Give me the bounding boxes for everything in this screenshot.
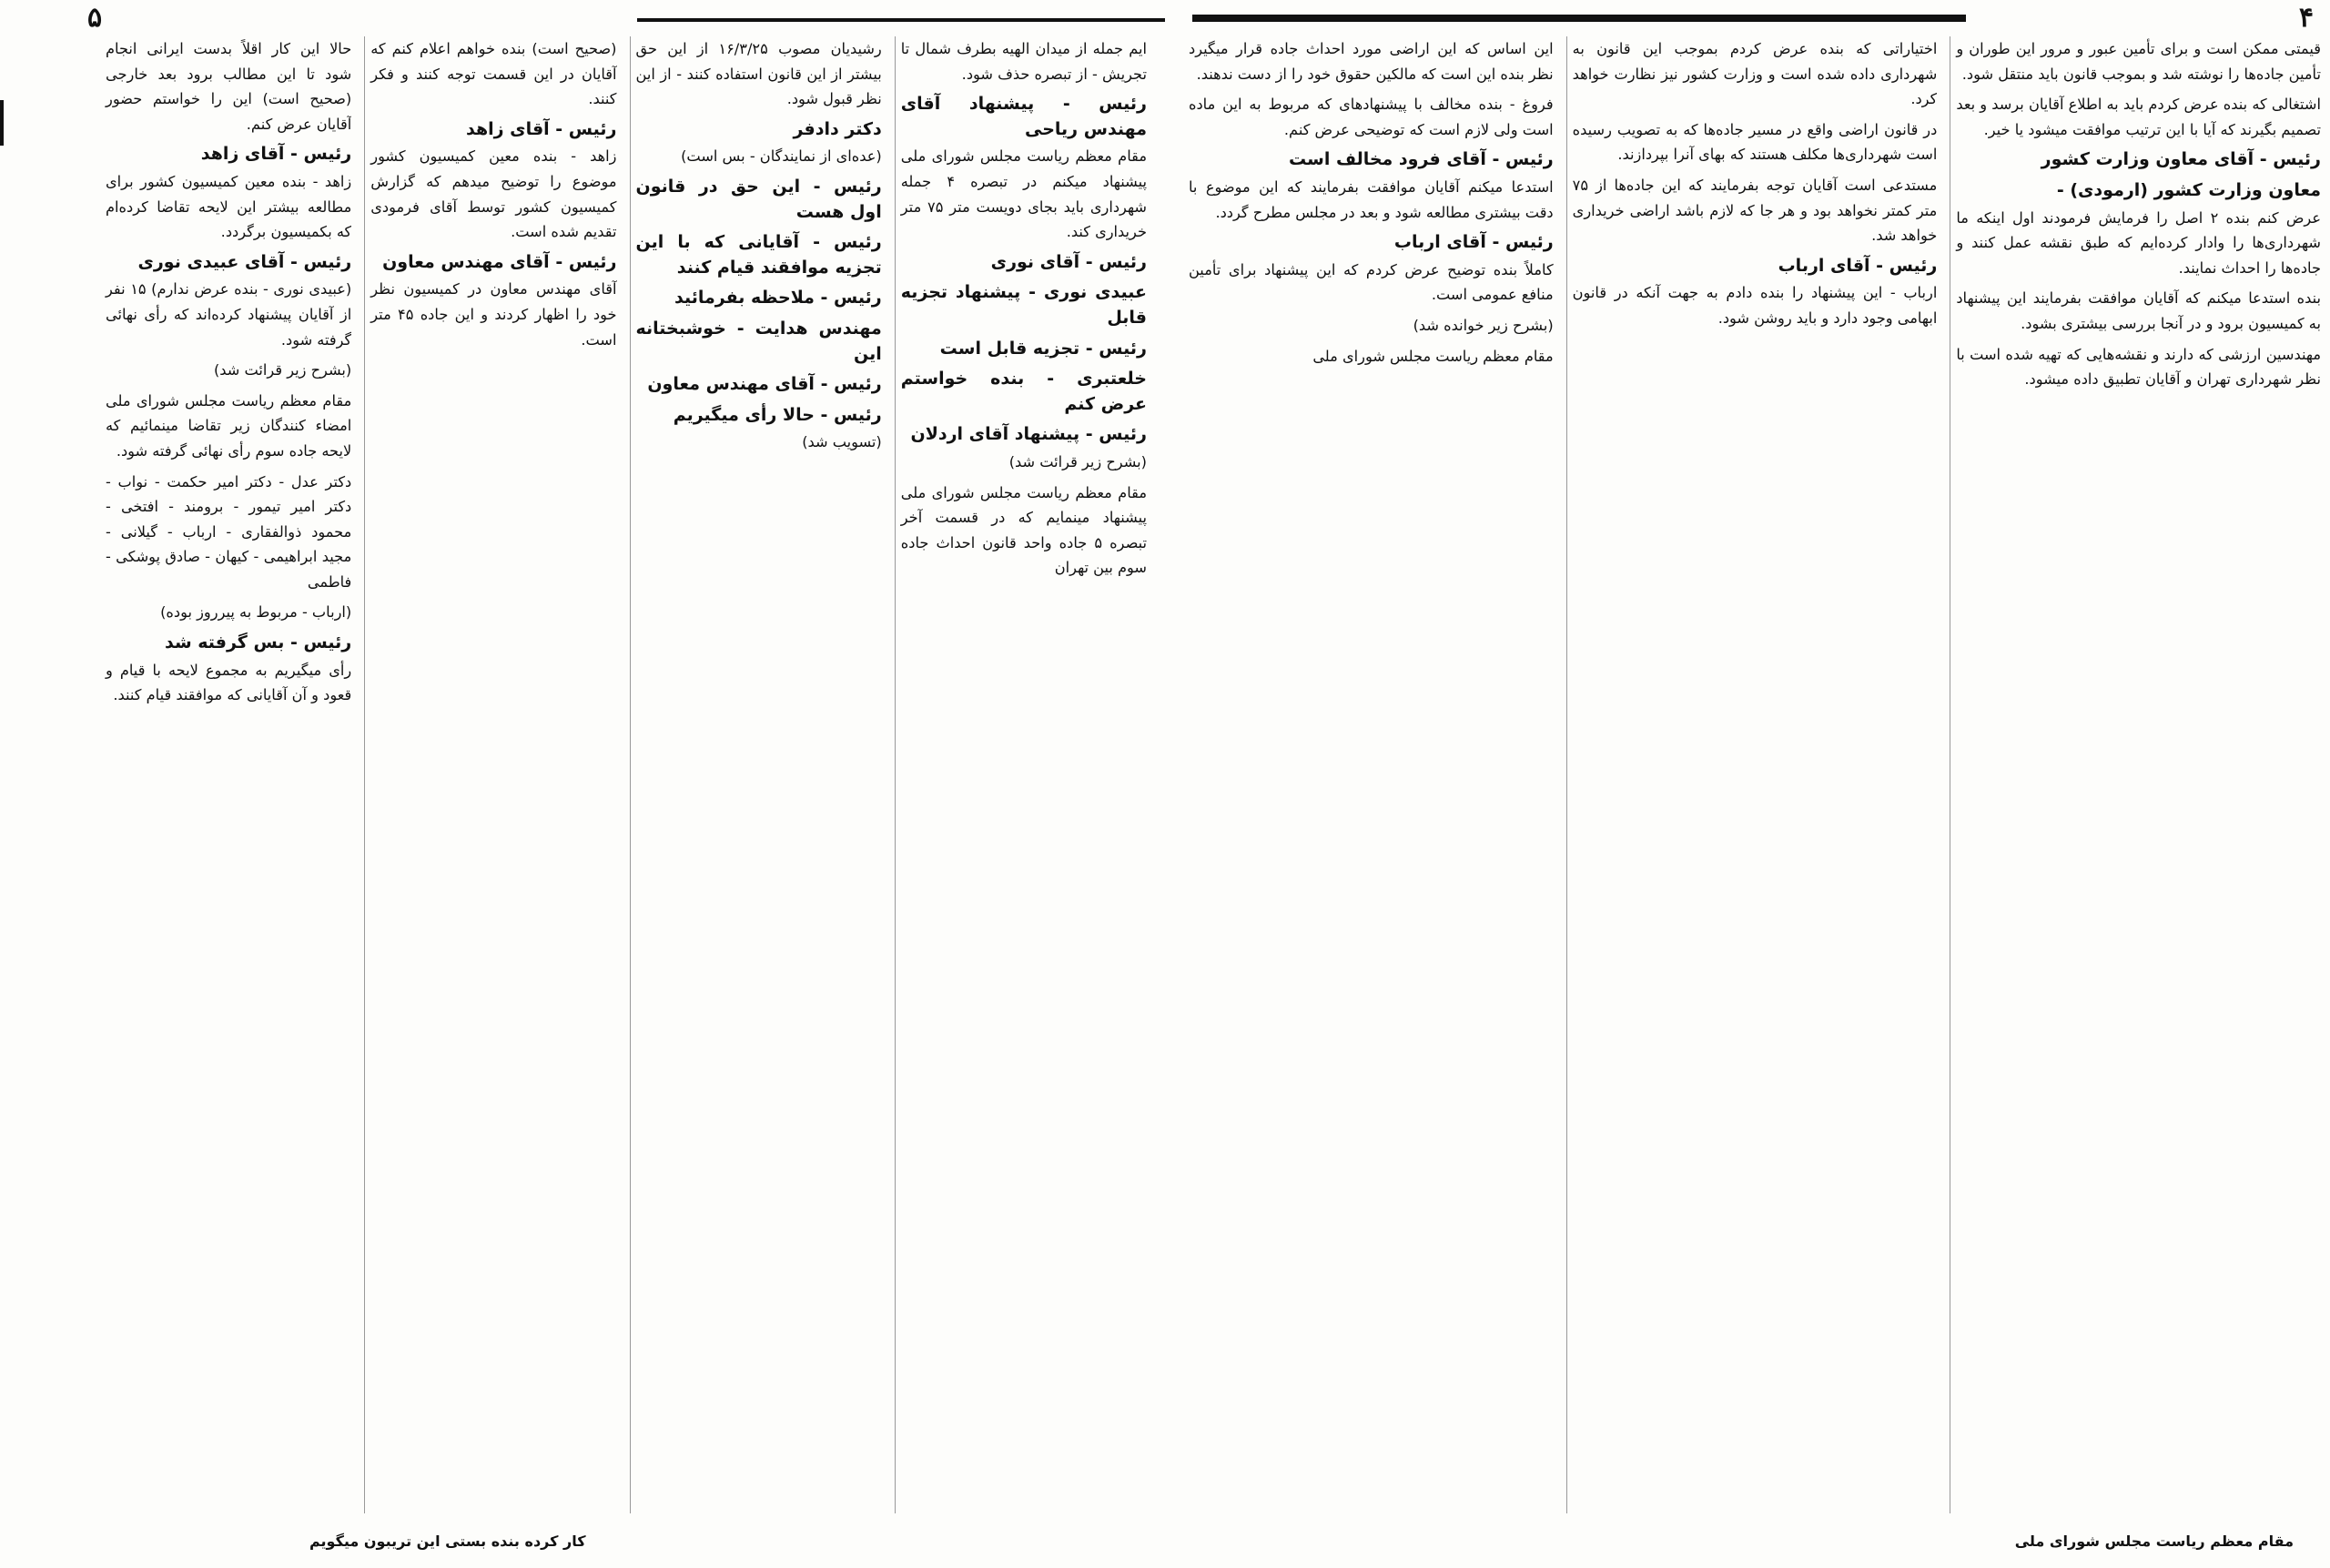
paragraph: (صحیح است) بنده خواهم اعلام کنم که آقایان در این قسمت توجه کنند و فکر کنند. [370,40,617,108]
text-column [100,36,351,1513]
speaker-heading: رئیس - حالا رأی میگیریم [673,404,882,425]
right-columns [1183,36,2321,1513]
footer-text: مقام معظم ریاست مجلس شورای ملی [2014,1533,2294,1550]
paragraph: اشتغالی که بنده عرض کردم باید به اطلاع آقایان برسد و بعد تصمیم بگیرند که آیا با این ترتیب موافقت میشود یا خیر. [1956,96,2321,138]
speaker-heading: رئیس - آقای نوری [990,251,1147,272]
speaker-heading: رئیس - پیشنهاد آقای اردلان [910,424,1147,445]
speaker-heading: رئیس - آقای زاهد [465,118,617,139]
paragraph: دکتر عدل - دکتر امیر حکمت - نواب - دکتر امیر تیمور - برومند - افتخی - محمود ذوالفقاری - ارباب - گیلانی - مجید ابراهیمی - کیهان - صادق پوشکی - فاطمی [106,472,352,591]
paragraph: (بشرح زیر قرائت شد) [1008,452,1147,470]
paragraph: در قانون اراضی واقع در مسیر جاده‌ها که به تصویب رسیده است شهرداری‌ها مکلف هستند که بهای آنرا بپردازند. [1572,120,1938,164]
text-column [364,36,616,1513]
paragraph: مقام معظم ریاست مجلس شورای ملی [1312,347,1554,365]
speaker-heading: رئیس - آقای معاون وزارت کشور [2041,149,2321,170]
text-column [1183,36,1554,1513]
speaker-heading: خلعتبری - بنده خواستم عرض کنم [900,369,1147,414]
paragraph: مقام معظم ریاست مجلس شورای ملی پیشنهاد میکنم در تبصره ۴ جمله شهرداری باید بجای دویست متر ۷۵ متر خریداری کند. [900,147,1147,241]
paragraph: (عبیدی نوری - بنده عرض ندارم) ۱۵ نفر از آقایان پیشنهاد کرده‌اند که رأی نهائی گرفته شود. [106,280,352,349]
speaker-heading: رئیس - آقای زاهد [200,144,352,165]
left-columns [100,36,1147,1513]
text-column [1566,36,1938,1513]
paragraph: قیمتی ممکن است و برای تأمین عبور و مرور این طوران و تأمین جاده‌ها را نوشته شد و بموجب قانون باید منتقل شود. [1956,40,2321,83]
speaker-heading: عبیدی نوری - پیشنهاد تجزیه قابل [900,282,1147,328]
text-column [895,36,1147,1513]
top-rule [637,18,1165,22]
paragraph: این اساس که این اراضی مورد احداث جاده قرار میگیرد نظر بنده این است که مالکین حقوق خود را از دست ندهند. [1188,40,1554,83]
speaker-heading: رئیس - پیشنهاد آقای مهندس ریاحی [900,94,1147,139]
paragraph: مقام معظم ریاست مجلس شورای ملی امضاء کنندگان زیر تقاضا مینمائیم که لایحه جاده سوم رأی نهائی گرفته شود. [106,391,352,460]
paragraph: (عده‌ای از نمایندگان - بس است) [681,147,882,166]
page-number: ۴ [2298,2,2314,34]
footer-text: کار کرده بنده بستی این تریبون میگویم [309,1533,586,1550]
speaker-heading: رئیس - آقای مهندس معاون [647,374,882,395]
paragraph: رشیدیان مصوب ۱۶/۳/۲۵ از این حق بیشتر از این قانون استفاده کنند - از این نظر قبول شود. [635,40,882,108]
paragraph: مستدعی است آقایان توجه بفرمایند که این جاده‌ها از ۷۵ متر کمتر نخواهد بود و هر جا که لازم باشد اراضی خریداری خواهد شد. [1572,176,1938,245]
paragraph: عرض کنم بنده ۲ اصل را فرمایش فرمودند اول اینکه ما شهرداری‌ها را وادار کرده‌ایم که طبق نقشه عمل کنند و جاده‌ها را احداث نمایند. [1956,208,2321,277]
paragraph: حالا این کار اقلاً بدست ایرانی انجام شود تا این مطالب برود بعد خارجی (صحیح است) این را خواستم حضور آقایان عرض کنم. [106,40,352,133]
speaker-heading: مهندس هدایت - خوشبختانه این [635,318,882,364]
paragraph: (تسویب شد) [802,433,882,451]
speaker-heading: معاون وزارت کشور (ارمودی) - [2056,179,2321,200]
paragraph: استدعا میکنم آقایان موافقت بفرمایند که این موضوع با دقت بیشتری مطالعه شود و بعد در مجلس مطرح گردد. [1188,177,1554,221]
speaker-heading: رئیس - تجزیه قابل است [939,338,1147,359]
speaker-heading: دکتر دادفر [793,118,882,139]
paragraph: مقام معظم ریاست مجلس شورای ملی پیشنهاد مینمایم که در قسمت آخر تبصره ۵ جاده واحد قانون احداث جاده سوم بین تهران [900,483,1147,577]
speaker-heading: رئیس - آقای ارباب [1778,255,1938,276]
paragraph: (بشرح زیر خوانده شد) [1413,316,1554,334]
paragraph: زاهد - بنده معین کمیسیون کشور موضوع را توضیح میدهم که گزارش کمیسیون کشور توسط آقای فرمودی تقدیم شده است. [370,147,617,241]
paragraph: (ارباب - مربوط به پیرروز بوده) [160,603,352,622]
paragraph: ارباب - این پیشنهاد را بنده دادم به جهت آنکه در قانون ابهامی وجود دارد و باید روشن شود. [1572,284,1938,327]
speaker-heading: رئیس - این حق در قانون اول هست [635,176,882,222]
paragraph: زاهد - بنده معین کمیسیون کشور برای مطالعه بیشتر این لایحه تقاضا کرده‌ام که بکمیسیون برگردد. [106,172,352,241]
paragraph: (بشرح زیر قرائت شد) [213,361,352,379]
right-page [1174,0,2330,1568]
margin-mark [0,100,4,146]
paragraph: رأی میگیریم به مجموع لایحه با قیام و قعود و آن آقایانی که موافقند قیام کنند. [106,661,352,704]
speaker-heading: رئیس - ملاحظه بفرمائید [674,288,882,309]
top-rule [1192,15,1966,22]
speaker-heading: رئیس - بس گرفته شد [164,632,352,653]
paragraph: ایم جمله از میدان الهیه بطرف شمال تا تجریش - از تبصره حذف شود. [900,40,1147,83]
page-number: ۵ [87,2,103,34]
speaker-heading: رئیس - آقایانی که با این تجزیه موافقند قیام کنند [635,232,882,278]
paragraph: کاملاً بنده توضیح عرض کردم که این پیشنهاد برای تأمین منافع عمومی است. [1188,260,1554,304]
paragraph: فروغ - بنده مخالف با پیشنهادهای که مربوط به این ماده است ولی لازم است که توضیحی عرض کنم. [1188,96,1554,138]
text-column [1950,36,2321,1513]
text-column [630,36,882,1513]
paragraph: اختیاراتی که بنده عرض کردم بموجب این قانون به شهرداری داده شده است و وزارت کشور نیز نظارت خواهد کرد. [1572,40,1938,108]
speaker-heading: رئیس - آقای مهندس معاون [382,251,617,272]
paragraph: بنده استدعا میکنم که آقایان موافقت بفرمایند این پیشنهاد به کمیسیون برود و در آنجا بررسی بیشتری بشود. [1956,289,2321,332]
speaker-heading: رئیس - آقای فرود مخالف است [1289,149,1554,170]
paragraph: آقای مهندس معاون در کمیسیون نظر خود را اظهار کردند و این جاده ۴۵ متر است. [370,280,617,349]
speaker-heading: رئیس - آقای ارباب [1393,232,1554,253]
paragraph: مهندسین ارزشی که دارند و نقشه‌هایی که تهیه شده است با نظر شهرداری تهران و آقایان تطبیق داده میشود. [1956,345,2321,389]
speaker-heading: رئیس - آقای عبیدی نوری [137,251,352,272]
